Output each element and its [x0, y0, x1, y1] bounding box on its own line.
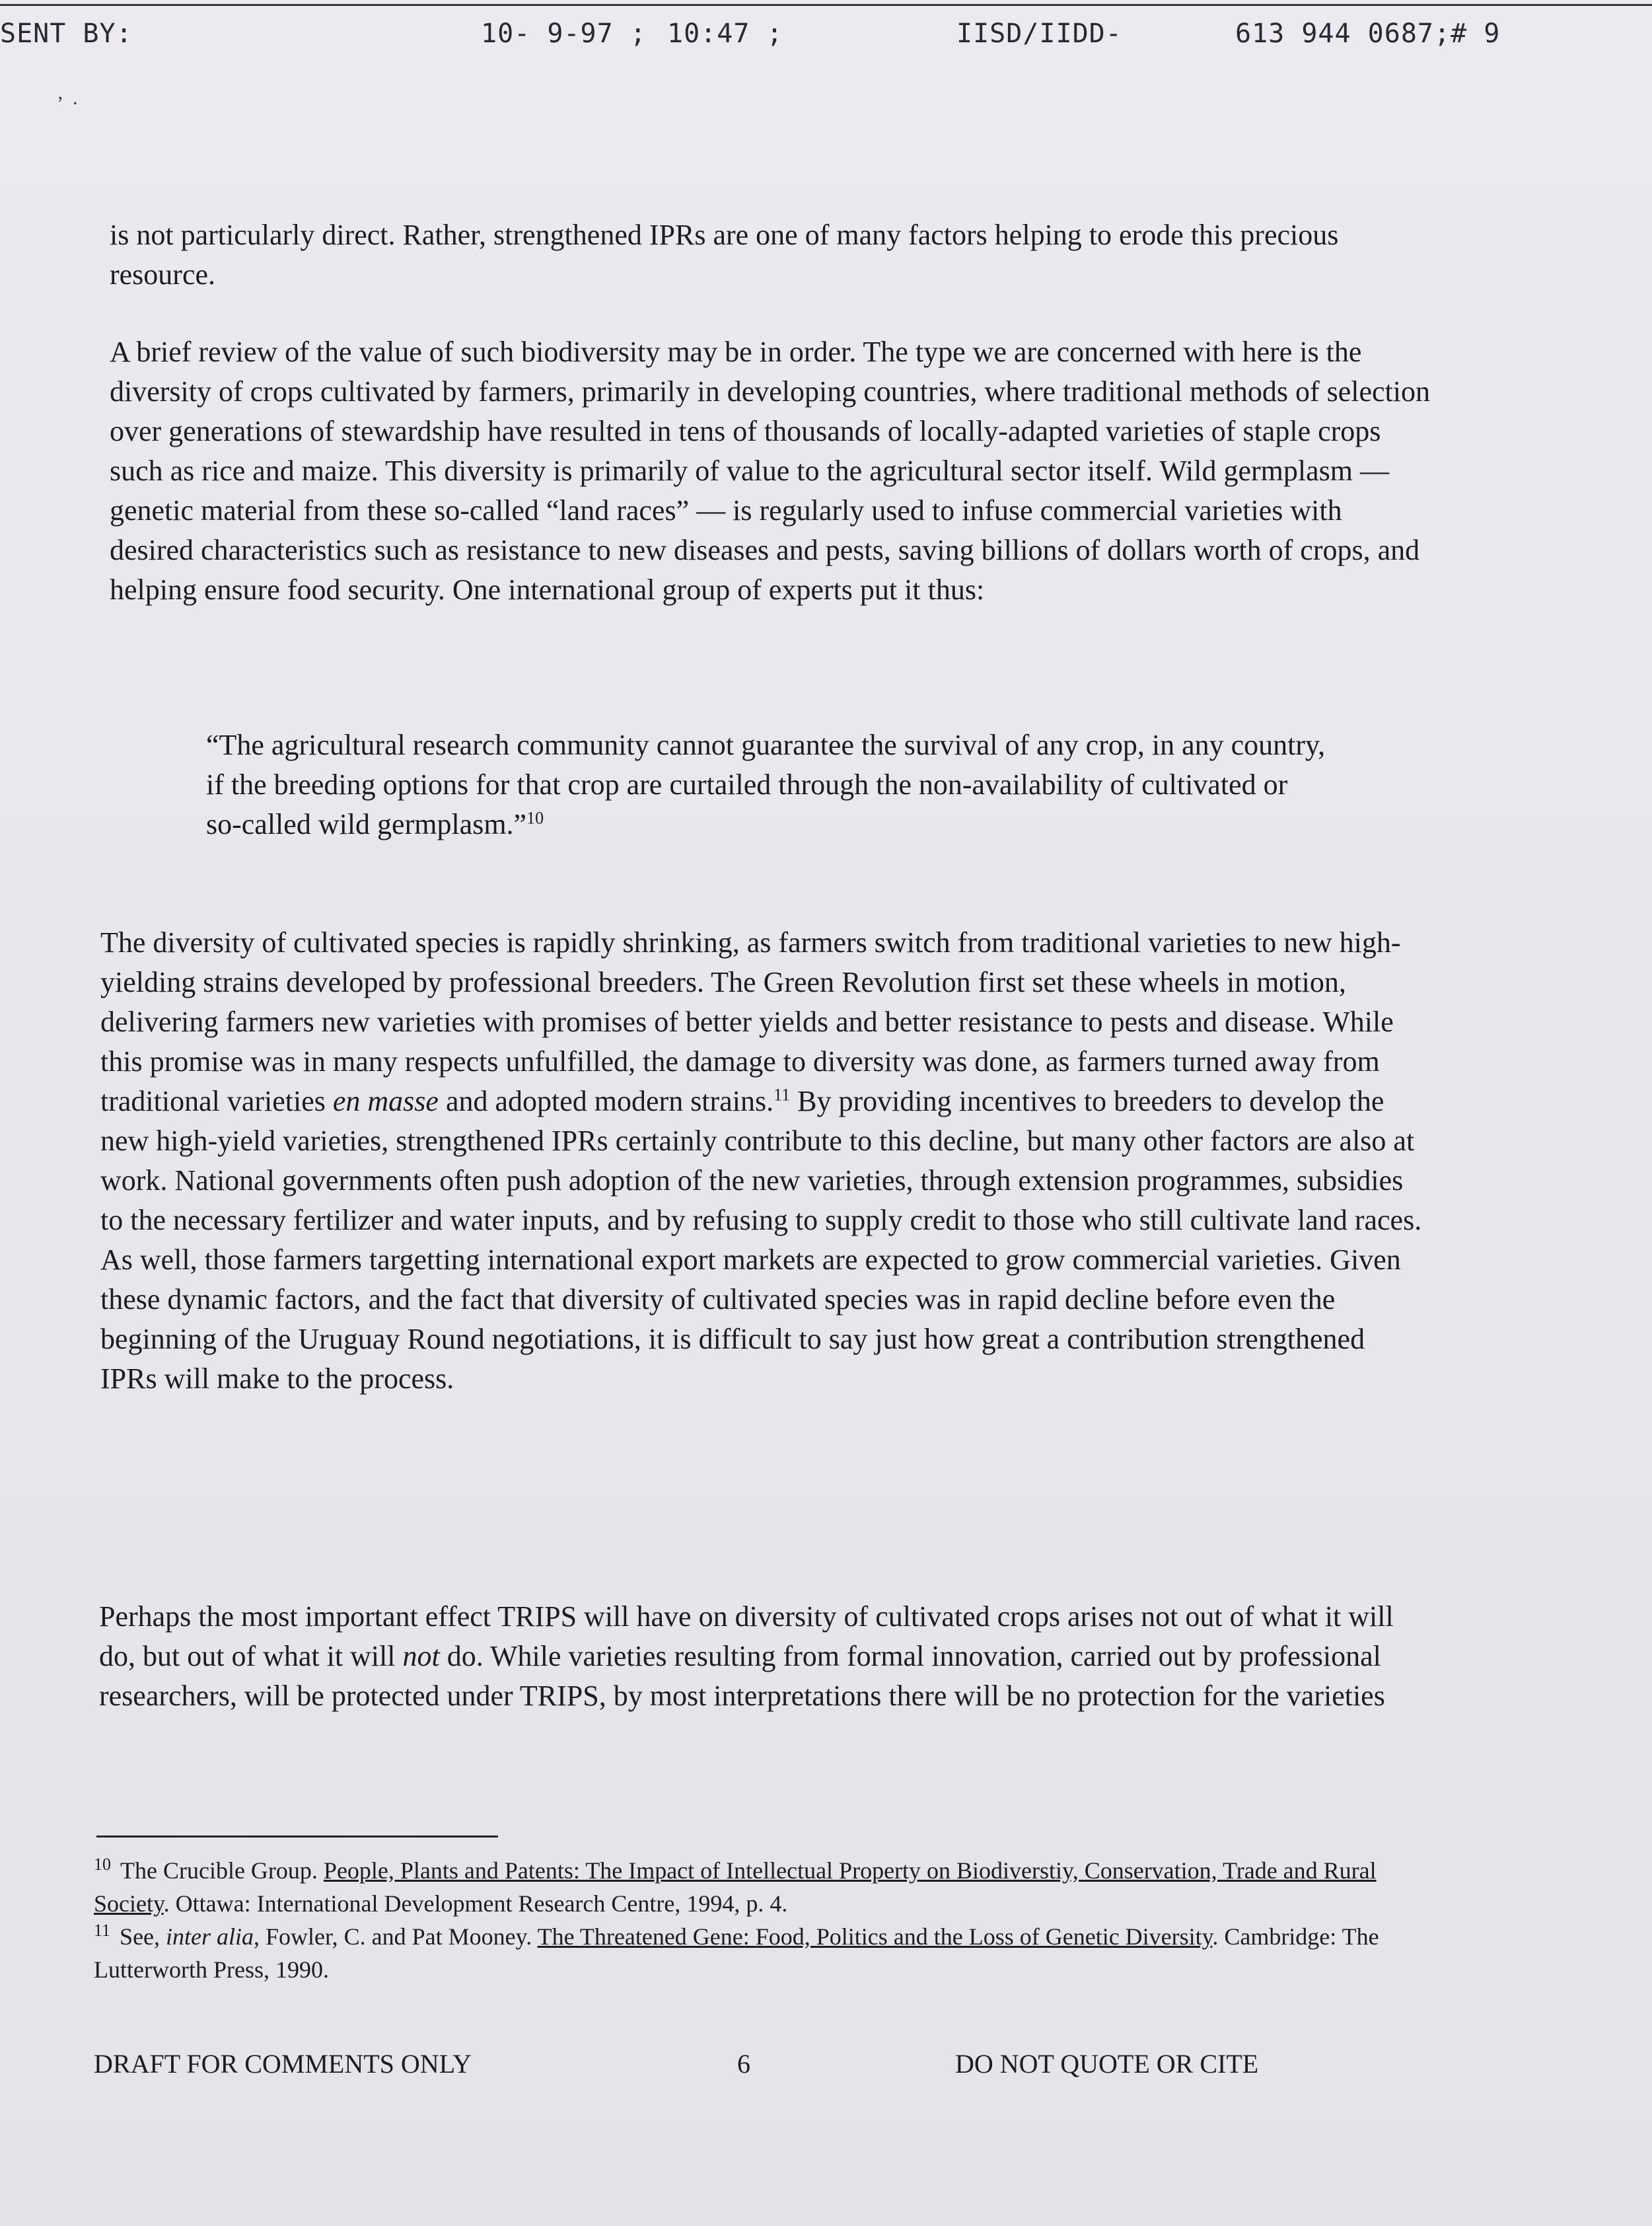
fax-sent-by: SENT BY:	[0, 19, 133, 49]
footnote-11-number: 11	[94, 1921, 111, 1940]
footnote-10-part-a: The Crucible Group.	[120, 1857, 324, 1884]
fax-time: 10:47 ;	[667, 19, 783, 49]
paragraph-4-part-b: do. While varieties resulting from formal innovation, carried out by professional researchers, will be protected under TRIPS, by most interpretations there will be no protection for the varieties	[99, 1640, 1385, 1712]
paragraph-4-part-a: Perhaps the most important effect TRIPS will have on diversity of cultivated crops arises not out of what it will do, but out of what it will	[99, 1600, 1394, 1672]
fax-date: 10- 9-97 ;	[481, 19, 647, 49]
footnote-11	[94, 1920, 1435, 1986]
paragraph-3-part-b: and adopted modern strains.	[438, 1085, 774, 1117]
paragraph-3-part-a: The diversity of cultivated species is rapidly shrinking, as farmers switch from traditional varieties to new high-yielding strains developed by professional breeders. The Green Revolution first set these wheels in motion, delivering farmers new varieties with promises of better yields and better resistance to pests and disease. While this promise was in many respects unfulfilled, the damage to diversity was done, as farmers turned away from traditional varieties	[100, 926, 1401, 1117]
paragraph-4-italic: not	[402, 1640, 440, 1672]
page-footer	[0, 2048, 1652, 2088]
footnote-10-title: People, Plants and Patents: The Impact of Intellectual Property on Biodiverstiy, Conservation, Trade and Rural Society	[94, 1857, 1377, 1917]
paragraph-4	[99, 1597, 1420, 1716]
fax-number: 613 944 0687;# 9	[1235, 19, 1501, 49]
footnote-11-part-a: See,	[120, 1923, 166, 1950]
footnote-ref-10: 10	[526, 808, 544, 828]
block-quote-text: “The agricultural research community cannot guarantee the survival of any crop, in any country, if the breeding options for that crop are curtailed through the non-availability of cultivated or so-called wild germplasm.”	[206, 729, 1326, 840]
footnote-11-part-b: , Fowler, C. and Pat Mooney.	[254, 1923, 538, 1950]
footnote-10-number: 10	[94, 1855, 111, 1874]
footnote-10-part-b: . Ottawa: International Development Research Centre, 1994, p. 4.	[163, 1890, 788, 1917]
fax-header	[0, 19, 1652, 58]
paragraph-1-text: is not particularly direct. Rather, strengthened IPRs are one of many factors helping to erode this precious resource.	[110, 219, 1339, 291]
footnote-11-italic: inter alia	[166, 1923, 254, 1950]
scan-specks: ’ ·	[57, 93, 79, 114]
paragraph-3-italic: en masse	[332, 1085, 439, 1117]
paragraph-3	[100, 923, 1428, 1399]
paragraph-2	[110, 332, 1431, 610]
paragraph-4-text	[99, 1597, 1420, 1716]
block-quote	[206, 725, 1329, 844]
footnote-11-part-c: . Cambridge: The Lutterworth Press, 1990.	[94, 1923, 1379, 1983]
page-number: 6	[737, 2049, 750, 2079]
top-edge-line	[0, 4, 1652, 6]
footnote-ref-11: 11	[773, 1085, 791, 1105]
footnote-11-title: The Threatened Gene: Food, Politics and the Loss of Genetic Diversity	[537, 1923, 1213, 1950]
paragraph-1	[110, 215, 1431, 295]
footer-quote-notice: DO NOT QUOTE OR CITE	[955, 2049, 1259, 2079]
paragraph-2-text: A brief review of the value of such biodiversity may be in order. The type we are concerned with here is the diversity of crops cultivated by farmers, primarily in developing countries, where traditional methods of selection over generations of stewardship have resulted in tens of thousands of locally-adapted varieties of staple crops such as rice and maize. This diversity is primarily of value to the agricultural sector itself. Wild germplasm — genetic material from these so-called “land races” — is regularly used to infuse commercial varieties with desired characteristics such as resistance to new diseases and pests, saving billions of dollars worth of crops, and helping ensure food security. One international group of experts put it thus:	[110, 336, 1430, 606]
paragraph-3-text	[100, 923, 1428, 1399]
footnotes	[94, 1854, 1435, 1986]
footer-draft-notice: DRAFT FOR COMMENTS ONLY	[94, 2049, 472, 2079]
footnote-divider	[96, 1836, 498, 1837]
fax-organization: IISD/IIDD-	[956, 19, 1122, 49]
paragraph-3-part-c: By providing incentives to breeders to develop the new high-yield varieties, strengthened IPRs certainly contribute to this decline, but many other factors are also at work. National governments often push adoption of the new varieties, through extension programmes, subsidies to the necessary fertilizer and water inputs, and by refusing to supply credit to those who still cultivate land races. As well, those farmers targetting international export markets are expected to grow commercial varieties. Given these dynamic factors, and the fact that diversity of cultivated species was in rapid decline before even the beginning of the Uruguay Round negotiations, it is difficult to say just how great a contribution strengthened IPRs will make to the process.	[100, 1085, 1422, 1395]
footnote-10	[94, 1854, 1435, 1920]
